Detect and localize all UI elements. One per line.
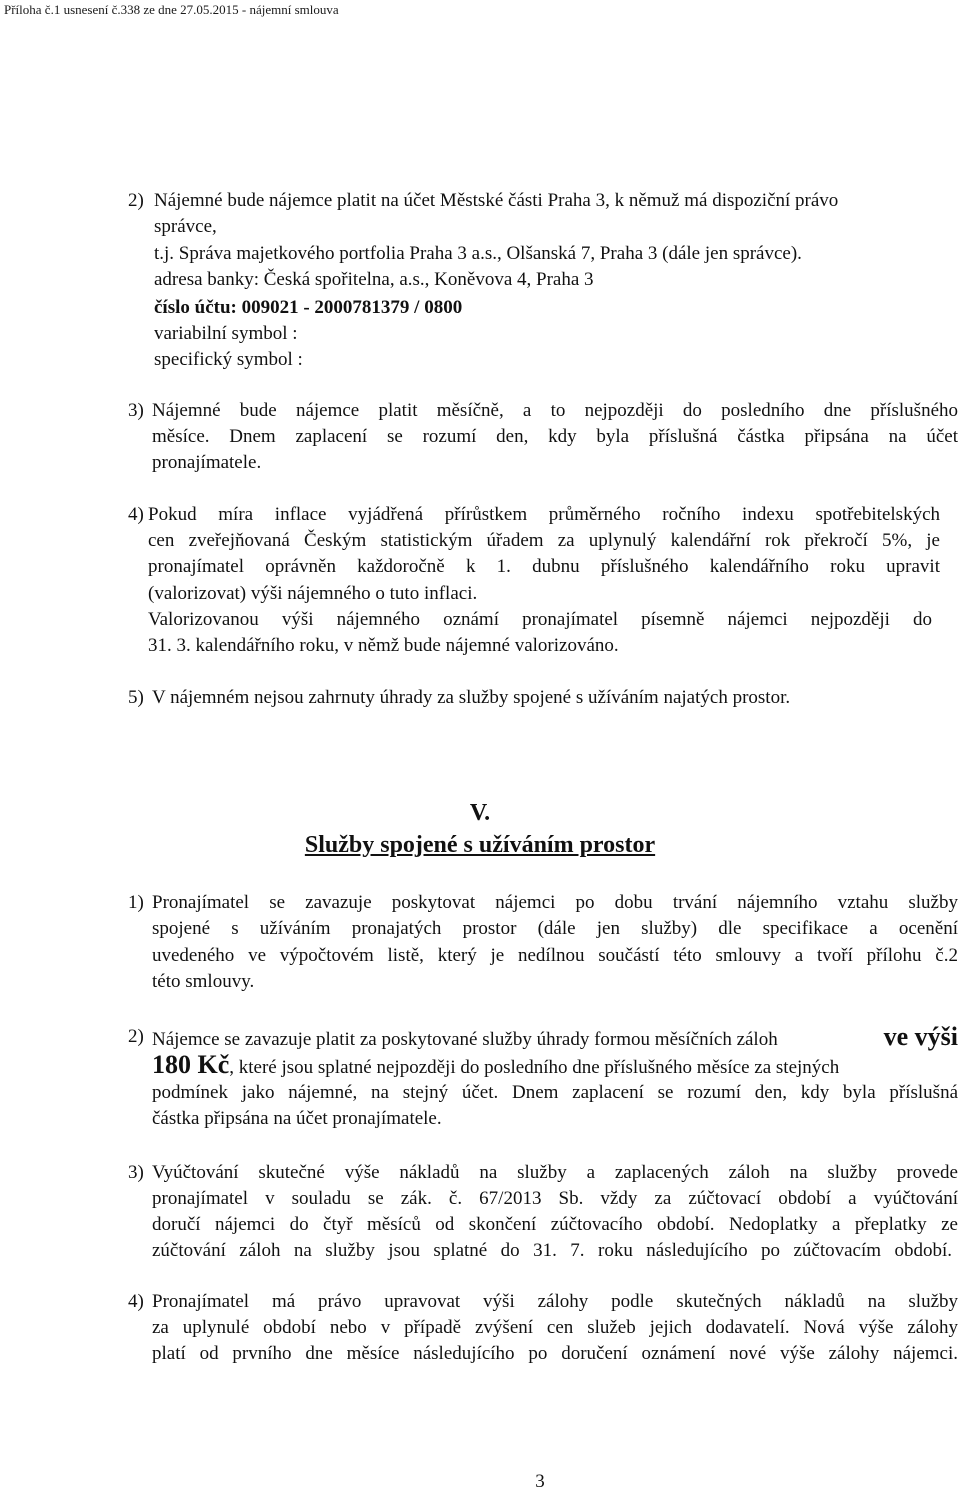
paragraph-number: 4) [128, 504, 144, 525]
paragraph-line: platí od prvního dne měsíce následujícího po doručení oznámení nové výše zálohy nájemci. [152, 1343, 958, 1364]
paragraph-line: adresa banky: Česká spořitelna, a.s., Koněvova 4, Praha 3 [154, 269, 594, 290]
paragraph-number: 5) [128, 687, 144, 708]
paragraph-line: pronajímatele. [152, 452, 262, 473]
paragraph-line [152, 1024, 958, 1050]
page-number: 3 [535, 1471, 545, 1492]
paragraph-line: této smlouvy. [152, 971, 255, 992]
paragraph-number: 3) [128, 1162, 144, 1183]
account-number: číslo účtu: 009021 - 2000781379 / 0800 [154, 297, 463, 318]
paragraph-line: Pronajímatel se zavazuje poskytovat nájemci po dobu trvání nájemního vztahu služby [152, 892, 958, 913]
paragraph-line: Pronajímatel má právo upravovat výši zálohy podle skutečných nákladů na služby [152, 1291, 958, 1312]
paragraph-line: zúčtování záloh na služby jsou splatné do 31. 7. roku následujícího po zúčtovacím období. [152, 1240, 952, 1261]
paragraph-line: spojené s užíváním pronajatých prostor (dále jen služby) dle specifikace a ocenění [152, 918, 958, 939]
variable-symbol: variabilní symbol : [154, 323, 298, 344]
section-number: V. [469, 800, 491, 826]
paragraph-line: za uplynulé období nebo v případě zvýšení cen služeb jejich dodavatelí. Nová výše zálohy [152, 1317, 958, 1338]
paragraph-line: Nájemné bude nájemce platit měsíčně, a to nejpozději do posledního dne příslušného [152, 400, 958, 421]
paragraph-number: 2) [128, 190, 144, 211]
paragraph-number: 4) [128, 1291, 144, 1312]
paragraph-line: Valorizovanou výši nájemného oznámí pronajímatel písemně nájemci nejpozději do [148, 609, 932, 630]
paragraph-line: Pokud míra inflace vyjádřená přírůstkem průměrného ročního indexu spotřebitelských [148, 504, 940, 525]
paragraph-line [152, 1052, 958, 1078]
document-header: Příloha č.1 usnesení č.338 ze dne 27.05.2015 - nájemní smlouva [4, 2, 339, 17]
paragraph-number: 3) [128, 400, 144, 421]
paragraph-line: 31. 3. kalendářního roku, v němž bude nájemné valorizováno. [148, 635, 619, 656]
specific-symbol: specifický symbol : [154, 349, 303, 370]
paragraph-line: částka připsána na účet pronajímatele. [152, 1108, 442, 1129]
paragraph-line: Nájemné bude nájemce platit na účet Městské části Praha 3, k němuž má dispoziční právo [154, 190, 839, 211]
paragraph-line: t.j. Správa majetkového portfolia Praha 3 a.s., Olšanská 7, Praha 3 (dále jen správce). [154, 243, 802, 264]
paragraph-line: pronajímatel v souladu se zák. č. 67/2013 Sb. vždy za zúčtovací období a vyúčtování [152, 1188, 958, 1209]
paragraph-line: doručí nájemci do čtyř měsíců od skončení zúčtovacího období. Nedoplatky a přeplatky ze [152, 1214, 958, 1235]
paragraph-number: 1) [128, 892, 144, 913]
section-title: Služby spojené s užíváním prostor [304, 832, 656, 858]
paragraph-line: uvedeného ve výpočtovém listě, který je nedílnou součástí této smlouvy a tvoří přílohu č.2 [152, 945, 958, 966]
paragraph-line-text: , které jsou splatné nejpozději do posledního dne příslušného měsíce za stejných [229, 1057, 840, 1078]
paragraph-line: Vyúčtování skutečné výše nákladů na služby a zaplacených záloh na služby provede [152, 1162, 958, 1183]
paragraph-line: podmínek jako nájemné, na stejný účet. Dnem zaplacení se rozumí den, kdy byla příslušná [152, 1082, 958, 1103]
amount-value: 180 Kč [152, 1050, 230, 1079]
paragraph-line: V nájemném nejsou zahrnuty úhrady za služby spojené s užíváním najatých prostor. [152, 687, 791, 708]
paragraph-line: měsíce. Dnem zaplacení se rozumí den, kdy byla příslušná částka připsána na účet [152, 426, 958, 447]
paragraph-line: cen zveřejňovaná Českým statistickým úřadem za uplynulý kalendářní rok překročí 5%, je [148, 530, 940, 551]
paragraph-line: (valorizovat) výši nájemného o tuto inflaci. [148, 583, 478, 604]
paragraph-line: správce, [154, 216, 217, 237]
paragraph-number: 2) [128, 1026, 144, 1047]
amount-emphasis: ve výši [883, 1022, 958, 1051]
paragraph-line: pronajímatel oprávněn každoročně k 1. dubnu příslušného kalendářního roku upravit [148, 556, 940, 577]
paragraph-line-text: Nájemce se zavazuje platit za poskytované služby úhrady formou měsíčních záloh [152, 1029, 778, 1050]
